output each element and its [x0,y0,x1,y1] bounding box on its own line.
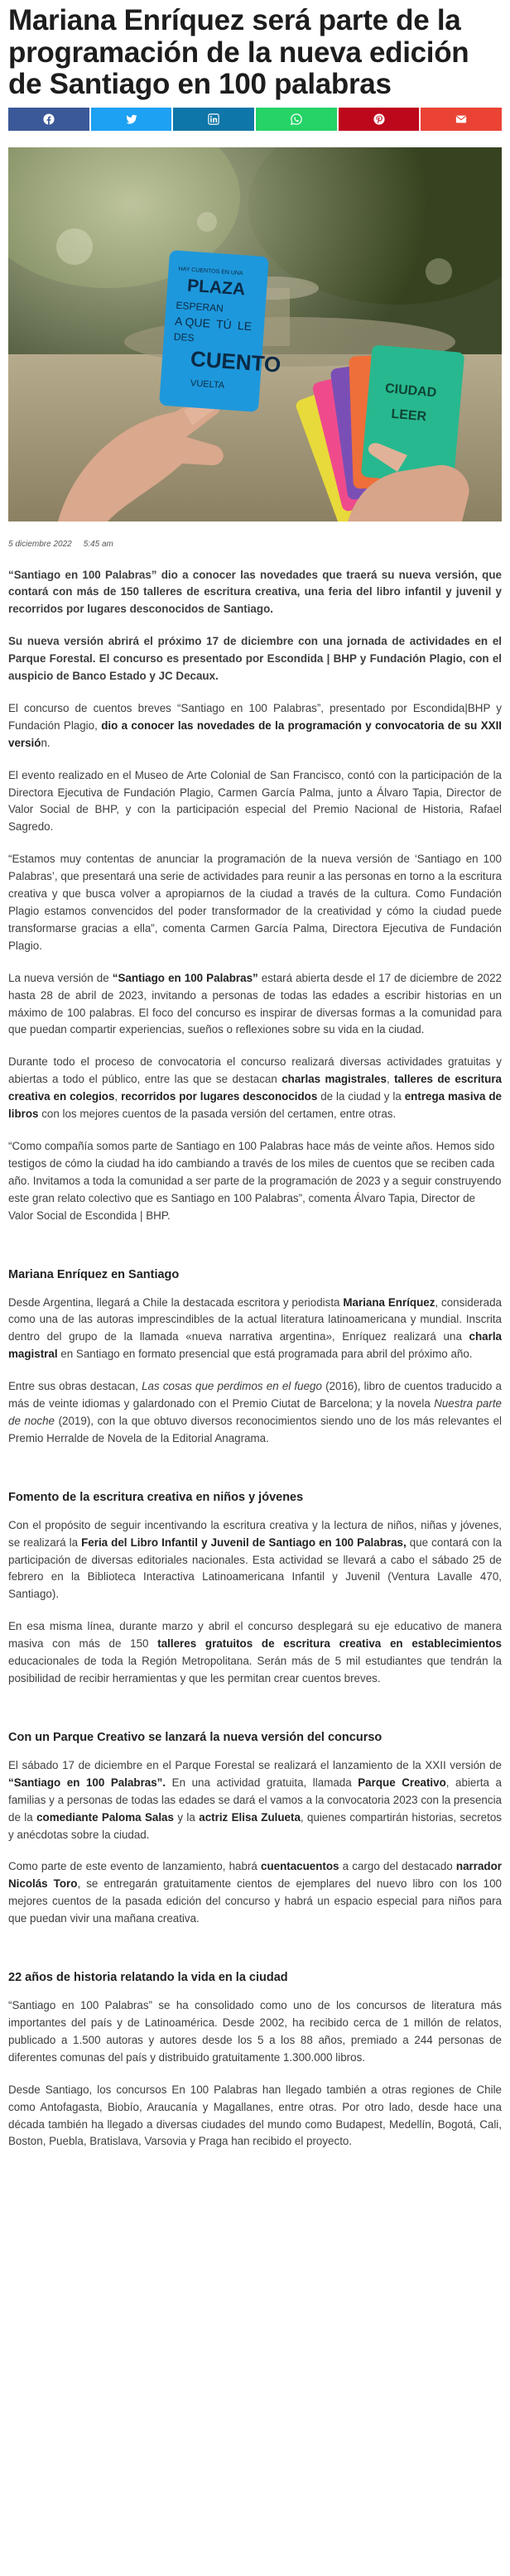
share-linkedin-button[interactable] [173,108,254,131]
card-text-line-9: VUELTA [190,377,225,391]
card-text-line-3: ESPERAN [176,299,224,315]
paragraph: La nueva versión de “Santiago en 100 Palabras” estará abierta desde el 17 de diciembre de 2022 hasta 28 de abril de 2023, invitando a personas de todas las edades a escribir historias en un máximo de 100 palabras. El foco del concurso es inspirar de diversas formas a la comunidad para que puedan compartir experiencias, sueños o reflexiones sobre su vida en la ciudad. [8,971,502,1036]
paragraph: Desde Argentina, llegará a Chile la destacada escritora y periodista Mariana Enríquez, considerada como una de las autoras imprescindibles de la actual literatura latinoamericana y mundial. Inscrita dentro del grupo de la llamada «nueva narrativa argentina», Enríquez realizará una charla magistral en Santiago en formato presencial que está programada para abril del próximo año. [8,1295,502,1361]
article-body [8,567,502,2151]
email-icon [455,113,467,125]
paragraph: Entre sus obras destacan, Las cosas que perdimos en el fuego (2016), libro de cuentos traducido a más de veinte idiomas y galardonado con el Premio Ciutat de Barcelona; y la novela Nuestra parte de noche (2019), con la que obtuvo diversos reconocimientos siendo uno de los más relevantes el Premio Herralde de Novela de la Editorial Anagrama. [8,1380,502,1444]
share-facebook-button[interactable] [8,108,89,131]
card-text-line-6: LE [237,318,253,333]
pinterest-icon [373,113,385,125]
hero-illustration [8,147,502,521]
card-text-line-1: HAY CUENTOS EN UNA [178,266,243,276]
lead-paragraph: “Santiago en 100 Palabras” dio a conocer las novedades que traerá su nueva versión, que contará con más de 150 talleres de escritura creativa, una feria del libro infantil y juvenil y recorridos por lugares desconocidos de Santiago. [8,568,502,616]
paragraph: El concurso de cuentos breves “Santiago en 100 Palabras”, presentado por Escondida|BHP y Fundación Plagio, dio a conocer las novedades de la programación y convocatoria de su XXII versión. [8,701,503,749]
facebook-icon [43,113,55,125]
section-heading-enriquez: Mariana Enríquez en Santiago [8,1267,180,1281]
article-date: 5 diciembre 2022 [8,539,72,549]
card-text-line-5: TÚ [215,316,233,331]
section-heading-historia: 22 años de historia relatando la vida en la ciudad [8,1971,288,1985]
share-bar [8,108,502,131]
article-meta [8,540,502,549]
side-card-text-2: LEER [390,406,427,424]
article-title: Mariana Enríquez será parte de la programación de la nueva edición de Santiago en 100 palabras [8,4,469,100]
card-text-line-4: A QUE [174,314,211,330]
twitter-icon [126,113,137,125]
paragraph: Durante todo el proceso de convocatoria el concurso realizará diversas actividades gratuitas y abiertas a todo el público, entre las que se destacan charlas magistrales, talleres de escritura creativa en colegios, recorridos por lugares desconocidos de la ciudad y la entrega masiva de libros con los mejores cuentos de la pasada versión del certamen, entre otras. [8,1055,502,1121]
lead-paragraph-2: Su nueva versión abrirá el próximo 17 de diciembre con una jornada de actividades en el Parque Forestal. El concurso es presentado por Escondida | BHP y Fundación Plagio, con el auspicio de Banco Estado y JC Decaux. [8,635,502,683]
card-text-line-8: CUENTO [190,345,282,377]
card-text-line-2: PLAZA [186,276,246,299]
share-pinterest-button[interactable] [339,108,420,131]
side-card-text-1: CIUDAD [384,381,437,400]
quote-paragraph: “Estamos muy contentas de anunciar la programación de la nueva versión de ‘Santiago en 100 Palabras’, que presentará una serie de actividades para reunir a las personas en torno a la escritura creativa y que busca volver a apropiarnos de la ciudad a través de la cultura. Como Fundación Plagio estamos convencidos del poder transformador de la creatividad y cómo la ciudad puede transformarse gracias a ella”, comenta Carmen García Palma, Directora Ejecutiva de Fundación Plagio. [8,853,502,952]
linkedin-icon [208,113,219,125]
paragraph: El evento realizado en el Museo de Arte Colonial de San Francisco, contó con la participación de la Directora Ejecutiva de Fundación Plagio, Carmen García Palma, junto a Álvaro Tapia, Director de Valor Social de BHP, y con la participación especial del Premio Nacional de Historia, Rafael Sagredo. [8,768,502,834]
share-email-button[interactable] [421,108,502,131]
quote-paragraph: “Como compañía somos parte de Santiago en 100 Palabras hace más de veinte años. Hemos sido testigos de cómo la ciudad ha ido cambiando a través de los miles de cuentos que se reciben cada año. Invitamos a toda la comunidad a ser parte de la programación de 2023 y a seguir construyendo este gran relato colectivo que es Santiago en 100 Palabras”, comenta Álvaro Tapia, Director de Valor Social de Escondida | BHP. [8,1139,502,1222]
hero-image [8,147,502,521]
section-heading-parque: Con un Parque Creativo se lanzará la nueva versión del concurso [8,1730,382,1744]
card-text-line-7: DES [173,330,195,344]
share-twitter-button[interactable] [91,108,172,131]
paragraph: “Santiago en 100 Palabras” se ha consolidado como uno de los concursos de literatura más importantes del país y de Latinoamérica. Desde 2002, ha recibido cerca de 1 millón de relatos, publicado a 1.500 autoras y autores desde los 5 a los 88 años, premiado a 244 personas de diferentes comunas del país y distribuido gratuitamente 1.300.000 libros. [8,1999,502,2064]
paragraph: Como parte de este evento de lanzamiento, habrá cuentacuentos a cargo del destacado narrador Nicolás Toro, se entregarán gratuitamente cientos de ejemplares del nuevo libro con los 100 mejores cuentos de la pasada edición del concurso y habrá un espacio especial para niños para que puedan vivir una mañana creativa. [8,1860,502,1925]
section-heading-fomento: Fomento de la escritura creativa en niños y jóvenes [8,1490,304,1504]
paragraph: Desde Santiago, los concursos En 100 Palabras han llegado también a otras regiones de Chile como Antofagasta, Biobío, Araucanía y Magallanes, entre otras. Por otro lado, desde hace una década también ha llegado a diversas ciudades del mundo como Budapest, Medellín, Bogotá, Cali, Boston, Puebla, Bratislava, Varsovia y Praga han recibido el proyecto. [8,2083,502,2148]
paragraph: Con el propósito de seguir incentivando la escritura creativa y la lectura de niños, niñas y jóvenes, se realizará la Feria del Libro Infantil y Juvenil de Santiago en 100 Palabras, que contará con la participación de diversas editoriales nacionales. Esta actividad se llevará a cabo el sábado 25 de febrero en la Biblioteca Interactiva Latinoamericana Infantil y Juvenil (Ventura Lavalle 470, Santiago). [8,1518,502,1601]
paragraph: En esa misma línea, durante marzo y abril el concurso desplegará su eje educativo de manera masiva con más de 150 talleres gratuitos de escritura creativa en establecimientos educacionales de toda la Región Metropolitana. Serán más de 5 mil estudiantes que tendrán la posibilidad de recibir herramientas y que les permitan crear cuentos breves. [8,1620,502,1684]
whatsapp-icon [291,113,302,125]
paragraph: El sábado 17 de diciembre en el Parque Forestal se realizará el lanzamiento de la XXII versión de “Santiago en 100 Palabras”. En una actividad gratuita, llamada Parque Creativo, abierta a familias y a personas de todas las edades se dará el vamos a la convocatoria 2023 con la presencia de la comediante Paloma Salas y la actriz Elisa Zulueta, quienes compartirán historias, secretos y anécdotas sobre la ciudad. [8,1758,502,1841]
article-time: 5:45 am [83,539,113,549]
share-whatsapp-button[interactable] [256,108,337,131]
